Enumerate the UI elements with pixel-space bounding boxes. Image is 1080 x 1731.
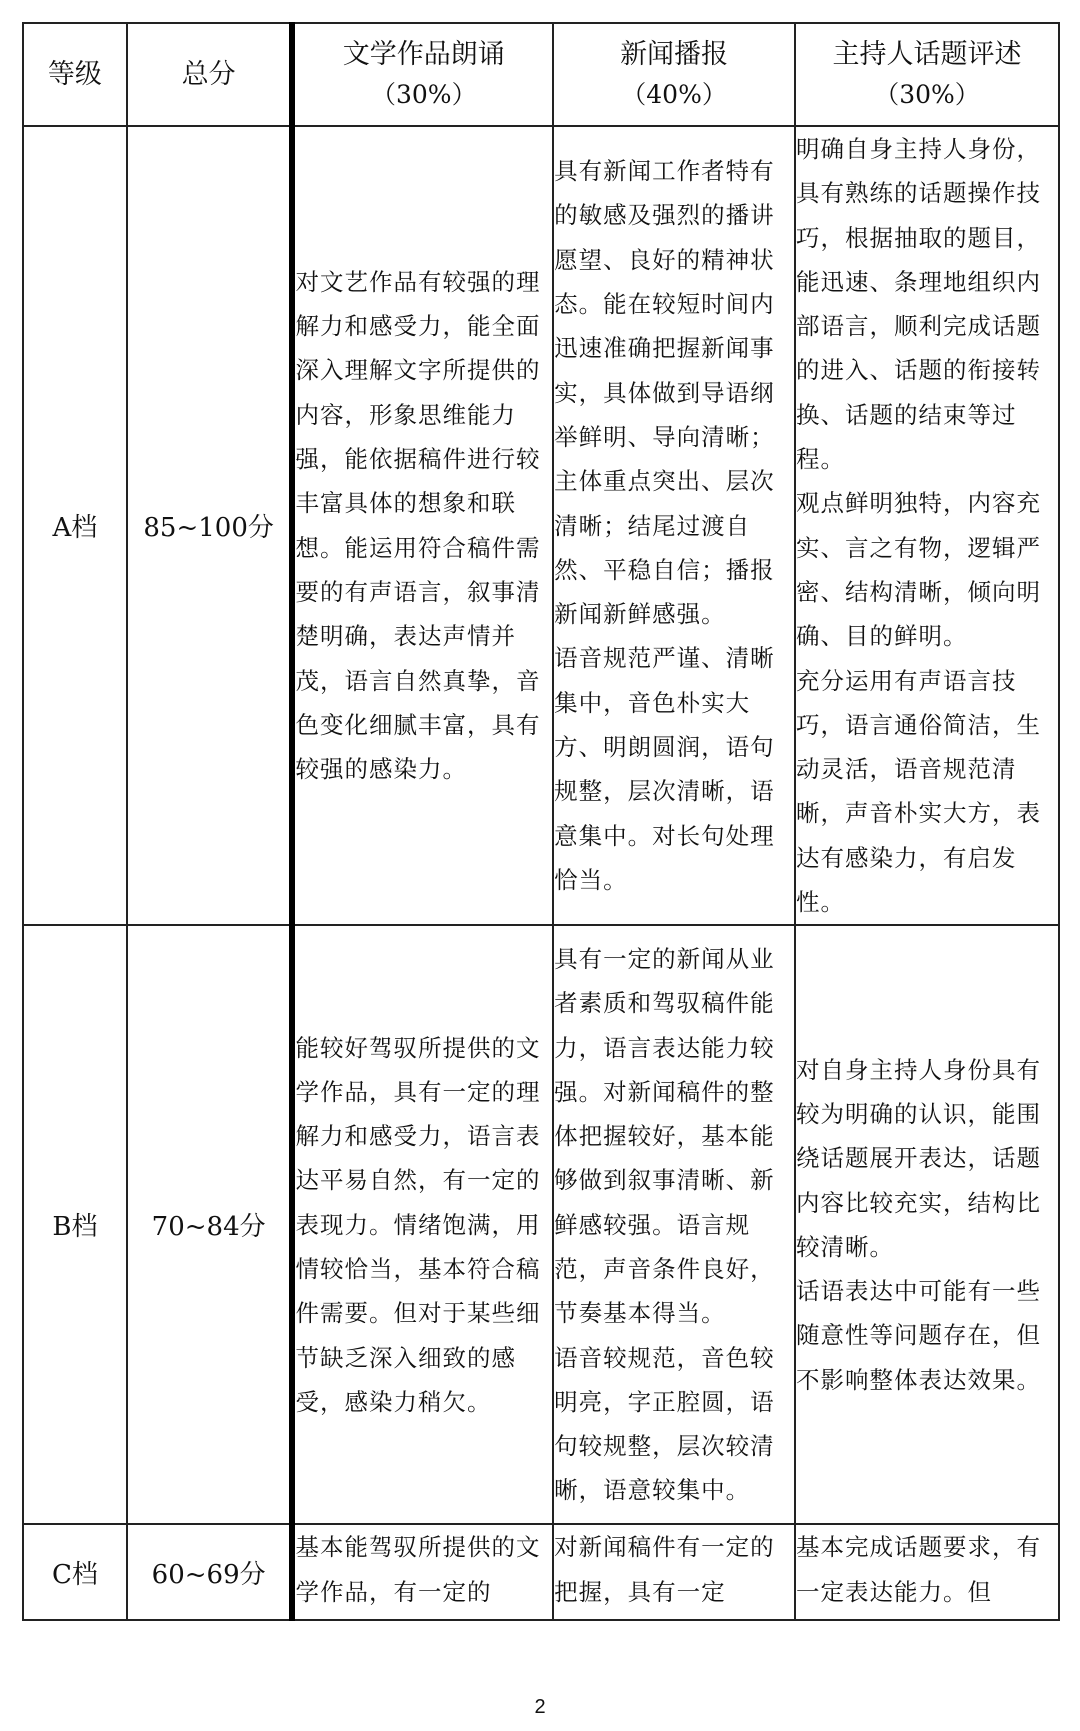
reading-criteria-a: 对文艺作品有较强的理解力和感受力，能全面深入理解文字所提供的内容，形象思维能力强，能依据稿件进行较丰富具体的想象和联想。能运用符合稿件需要的有声语言，叙事清楚明确，表达声情并茂，语言自然真挚，音色变化细腻丰富，具有较强的感染力。: [292, 126, 553, 925]
page-number: 2: [534, 1696, 546, 1718]
grade-label-c: C档: [23, 1524, 127, 1620]
host-criteria-a-part3: 充分运用有声语言技巧，语言通俗简洁，生动灵活，语音规范清晰，声音朴实大方，表达有感染力，有启发性。: [796, 666, 1041, 917]
news-criteria-a: [553, 126, 795, 925]
header-host-topic-weight: （30%）: [874, 79, 980, 109]
host-criteria-a: [795, 126, 1059, 925]
score-range-a: 85~100分: [127, 126, 293, 925]
host-criteria-b-part1: 对自身主持人身份具有较为明确的认识，能围绕话题展开表达，话题内容比较充实，结构比较清晰。: [796, 1055, 1041, 1261]
table-row-grade-a: [23, 126, 1059, 925]
reading-criteria-b: 能较好驾驭所提供的文学作品，具有一定的理解力和感受力，语言表达平易自然，有一定的表现力。情绪饱满，用情较恰当，基本符合稿件需要。但对于某些细节缺乏深入细致的感受，感染力稍欠。: [292, 925, 553, 1524]
host-criteria-b-part2: 话语表达中可能有一些随意性等问题存在，但不影响整体表达效果。: [796, 1277, 1041, 1394]
grade-label-a: A档: [23, 126, 127, 925]
news-criteria-b-part1: 具有一定的新闻从业者素质和驾驭稿件能力，语言表达能力较强。对新闻稿件的整体把握较好，基本能够做到叙事清晰、新鲜感较强。语言规范，声音条件良好，节奏基本得当。: [554, 944, 775, 1328]
host-criteria-b: [795, 925, 1059, 1524]
scoring-rubric-table: [22, 22, 1060, 1621]
header-literary-reading-title: 文学作品朗诵: [342, 38, 505, 70]
header-news-broadcast-title: 新闻播报: [620, 38, 729, 70]
news-criteria-a-part1: 具有新闻工作者特有的敏感及强烈的播讲愿望、良好的精神状态。能在较短时间内迅速准确把握新闻事实，具体做到导语纲举鲜明、导向清晰；主体重点突出、层次清晰；结尾过渡自然、平稳自信；播报新闻新鲜感强。: [554, 157, 775, 629]
host-criteria-a-part1: 明确自身主持人身份，具有熟练的话题操作技巧，根据抽取的题目，能迅速、条理地组织内部语言，顺利完成话题的进入、话题的衔接转换、话题的结束等过程。: [796, 135, 1041, 474]
header-row: [23, 23, 1059, 126]
header-news-broadcast-weight: （40%）: [621, 79, 727, 109]
reading-criteria-c: 基本能驾驭所提供的文学作品，有一定的: [292, 1524, 553, 1620]
header-literary-reading: [292, 23, 553, 126]
header-literary-reading-weight: （30%）: [371, 79, 477, 109]
header-grade: 等级: [23, 23, 127, 126]
news-criteria-c: 对新闻稿件有一定的把握，具有一定: [553, 1524, 795, 1620]
header-host-topic-title: 主持人话题评述: [832, 38, 1022, 70]
news-criteria-b: [553, 925, 795, 1524]
table-row-grade-b: [23, 925, 1059, 1524]
header-host-topic-commentary: [795, 23, 1059, 126]
news-criteria-b-part2: 语音较规范，音色较明亮，字正腔圆，语句较规整，层次较清晰，语意较集中。: [554, 1343, 775, 1505]
header-total-score: 总分: [127, 23, 293, 126]
header-news-broadcast: [553, 23, 795, 126]
host-criteria-c: 基本完成话题要求，有一定表达能力。但: [795, 1524, 1059, 1620]
score-range-b: 70~84分: [127, 925, 293, 1524]
host-criteria-a-part2: 观点鲜明独特，内容充实、言之有物，逻辑严密、结构清晰，倾向明确、目的鲜明。: [796, 489, 1041, 651]
table-row-grade-c: [23, 1524, 1059, 1620]
grade-label-b: B档: [23, 925, 127, 1524]
news-criteria-a-part2: 语音规范严谨、清晰集中，音色朴实大方、明朗圆润，语句规整，层次清晰，语意集中。对长句处理恰当。: [554, 644, 775, 894]
score-range-c: 60~69分: [127, 1524, 293, 1620]
